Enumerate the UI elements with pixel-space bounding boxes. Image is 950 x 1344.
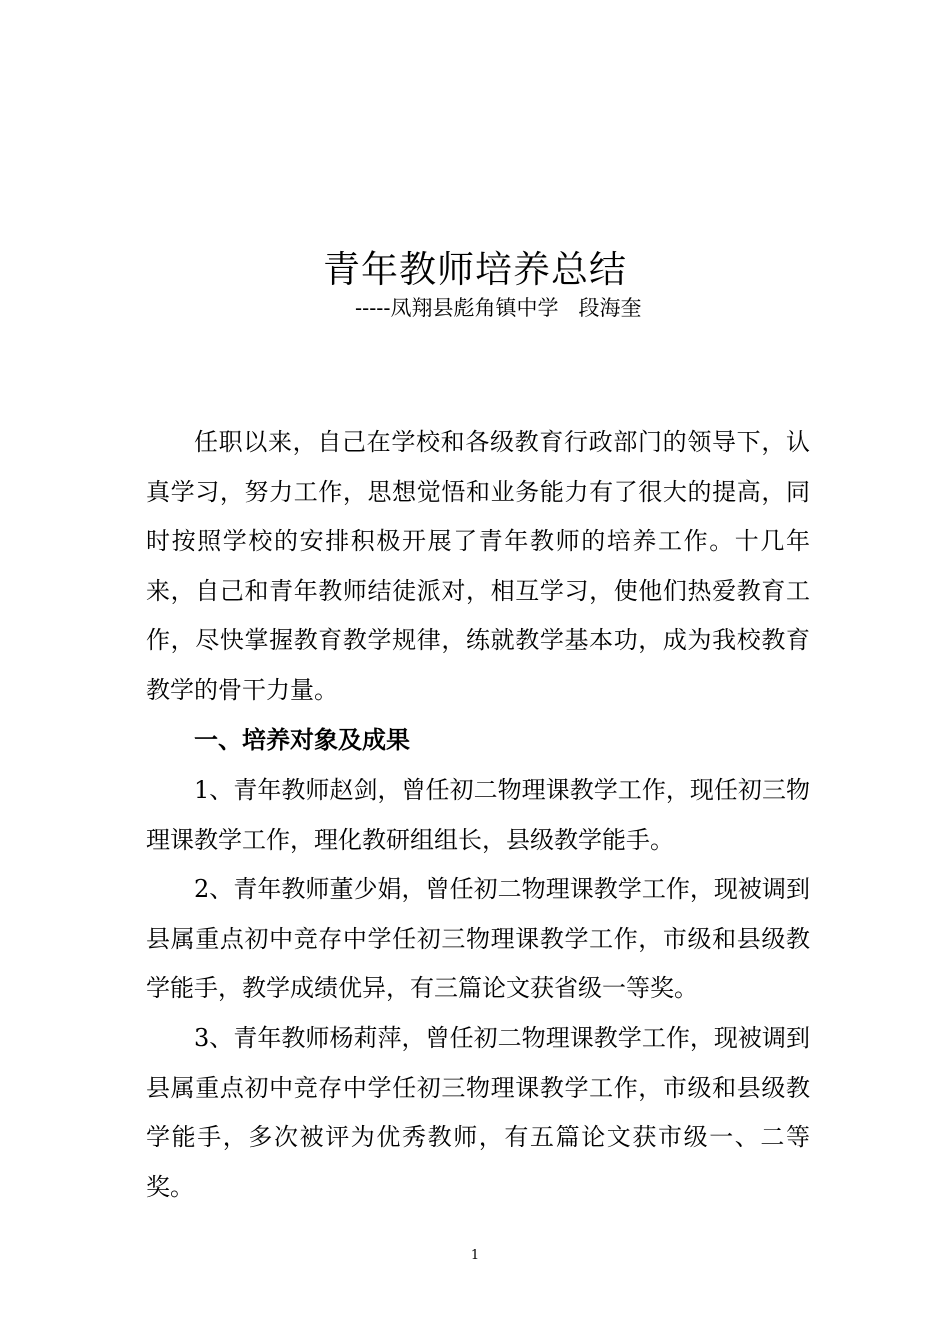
list-item: 2、青年教师董少娟，曾任初二物理课教学工作，现被调到县属重点初中竞存中学任初三物理课教学工作，市级和县级教学能手，教学成绩优异，有三篇论文获省级一等奖。: [146, 875, 810, 1002]
list-item: 3、青年教师杨莉萍，曾任初二物理课教学工作，现被调到县属重点初中竞存中学任初三物理课教学工作，市级和县级教学能手，多次被评为优秀教师，有五篇论文获市级一、二等奖。: [146, 1024, 810, 1201]
list-item: 1、青年教师赵剑，曾任初二物理课教学工作，现任初三物理课教学工作，理化教研组组长，县级教学能手。: [146, 776, 810, 854]
document-title: 青年教师培养总结: [323, 248, 627, 291]
page-number: 1: [470, 1248, 480, 1263]
author-line: -----凤翔县彪角镇中学 段海奎: [355, 296, 642, 320]
section-heading: 一、培养对象及成果: [194, 726, 410, 754]
intro-paragraph: 任职以来，自己在学校和各级教育行政部门的领导下，认真学习，努力工作，思想觉悟和业务能力有了很大的提高，同时按照学校的安排积极开展了青年教师的培养工作。十几年来，自己和青年教师结徒派对，相互学习，使他们热爱教育工作，尽快掌握教育教学规律，练就教学基本功，成为我校教育教学的骨干力量。: [146, 428, 810, 704]
